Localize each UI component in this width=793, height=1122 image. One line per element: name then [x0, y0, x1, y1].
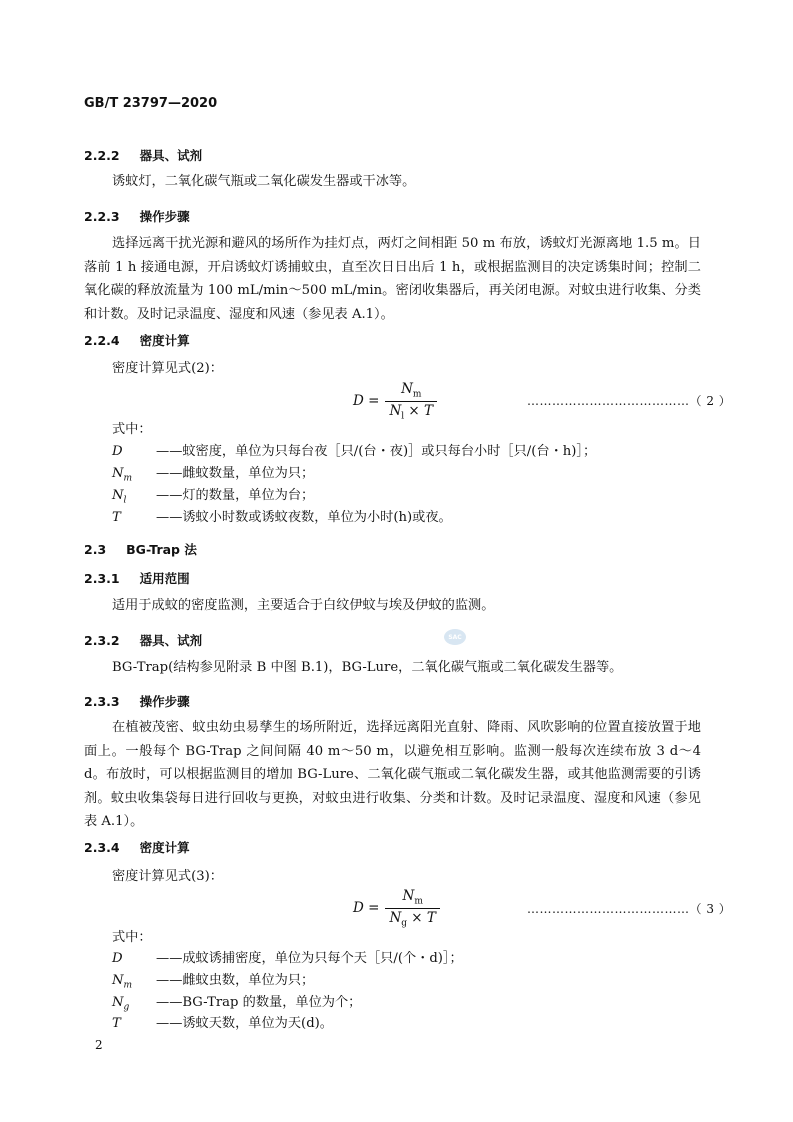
- section-number: 2.3.3: [84, 694, 120, 709]
- numerator: $N_m$: [401, 381, 422, 400]
- heading-2-3-4: [84, 838, 190, 856]
- page-number: 2: [95, 1038, 103, 1052]
- equation-number: …………………………………（ 2 ）: [527, 394, 732, 408]
- fraction: [385, 381, 437, 421]
- paragraph-2-2-3: 选择远离干扰光源和避风的场所作为挂灯点，两灯之间相距 50 m 布放，诱蚊灯光源离地 1.5 m。日落前 1 h 接通电源，开启诱蚊灯诱捕蚊虫，直至次日日出后 1 h，或根据监测目的决定诱集时间；控制二氧化碳的释放流量为 100 mL/min～500 mL/min。密闭收集器后，再关闭电源。对蚊虫进行收集、分类和计数。及时记录温度、湿度和风速（参见表 A.1）。: [84, 236, 701, 322]
- section-number: 2.3: [84, 542, 107, 557]
- definition-row: $N_m$ ——雌蚊数量，单位为只；: [112, 466, 315, 484]
- paragraph-2-3-2: BG-Trap(结构参见附录 B 中图 B.1)，BG-Lure，二氧化碳气瓶或二氧化碳发生器等。: [112, 660, 623, 675]
- formula-intro: 密度计算见式(2)：: [112, 361, 223, 376]
- heading-2-2-2: [84, 146, 202, 164]
- denominator: $N_g \times T$: [385, 908, 440, 929]
- section-number: 2.2.2: [84, 148, 120, 163]
- section-title: 器具、试剂: [139, 148, 203, 163]
- formula-2: [353, 381, 437, 421]
- section-number: 2.3.1: [84, 571, 120, 586]
- section-title: 操作步骤: [139, 209, 190, 224]
- numerator: $N_m$: [402, 888, 423, 907]
- heading-2-3-3: [84, 692, 190, 710]
- paragraph-2-3-3: 在植被茂密、蚊虫幼虫易孳生的场所附近，选择远离阳光直射、降雨、风吹影响的位置直接放置于地面上。一般每个 BG-Trap 之间间隔 40 m～50 m，以避免相互影响。监测一般每次连续布放 3 d～4 d。布放时，可以根据监测目的增加 BG-Lure、二氧化碳气瓶或二氧化碳发生器，或其他监测需要的引诱剂。蚊虫收集袋每日进行回收与更换，对蚊虫进行收集、分类和计数。及时记录温度、湿度和风速（参见表 A.1）。: [84, 720, 701, 829]
- section-title: BG-Trap 法: [126, 542, 197, 557]
- definition-row: $N_l$ ——灯的数量，单位为台；: [112, 488, 315, 506]
- definition-row: D ——蚊密度，单位为只每台夜［只/(台・夜)］或只每台小时［只/(台・h)］；: [112, 444, 597, 459]
- section-title: 密度计算: [139, 840, 190, 855]
- section-title: 密度计算: [139, 333, 190, 348]
- heading-2-3: [84, 540, 197, 558]
- section-title: 适用范围: [139, 571, 190, 586]
- definition-row: T ——诱蚊小时数或诱蚊夜数，单位为小时(h)或夜。: [112, 510, 452, 525]
- sac-watermark-logo: SAC: [444, 629, 466, 645]
- section-title: 器具、试剂: [139, 633, 203, 648]
- section-title: 操作步骤: [139, 694, 190, 709]
- definition-row: $N_g$ ——BG-Trap 的数量，单位为个；: [112, 995, 362, 1013]
- definition-row: $N_m$ ——雌蚊虫数，单位为只；: [112, 973, 315, 991]
- definition-row: T ——诱蚊天数，单位为天(d)。: [112, 1016, 333, 1031]
- equation-number: …………………………………（ 3 ）: [527, 902, 732, 916]
- standard-number: GB/T 23797—2020: [84, 96, 218, 111]
- paragraph-2-3-1: 适用于成蚊的密度监测，主要适合于白纹伊蚊与埃及伊蚊的监测。: [112, 598, 495, 613]
- formula-lhs: D =: [353, 393, 380, 410]
- heading-2-2-3: [84, 207, 190, 225]
- where-label: 式中：: [112, 930, 152, 945]
- where-label: 式中：: [112, 422, 152, 437]
- formula-3: [353, 888, 440, 928]
- section-number: 2.2.4: [84, 333, 120, 348]
- formula-lhs: D =: [353, 900, 380, 917]
- denominator: $N_l \times T$: [385, 401, 437, 422]
- heading-2-3-1: [84, 569, 190, 587]
- heading-2-3-2: [84, 631, 202, 649]
- definition-row: D ——成蚊诱捕密度，单位为只每个天［只/(个・d)］；: [112, 951, 463, 966]
- fraction: [385, 888, 440, 928]
- section-number: 2.3.4: [84, 840, 120, 855]
- section-number: 2.2.3: [84, 209, 120, 224]
- paragraph-2-2-2: 诱蚊灯，二氧化碳气瓶或二氧化碳发生器或干冰等。: [112, 174, 416, 189]
- section-number: 2.3.2: [84, 633, 120, 648]
- heading-2-2-4: [84, 331, 190, 349]
- formula-intro: 密度计算见式(3)：: [112, 869, 223, 884]
